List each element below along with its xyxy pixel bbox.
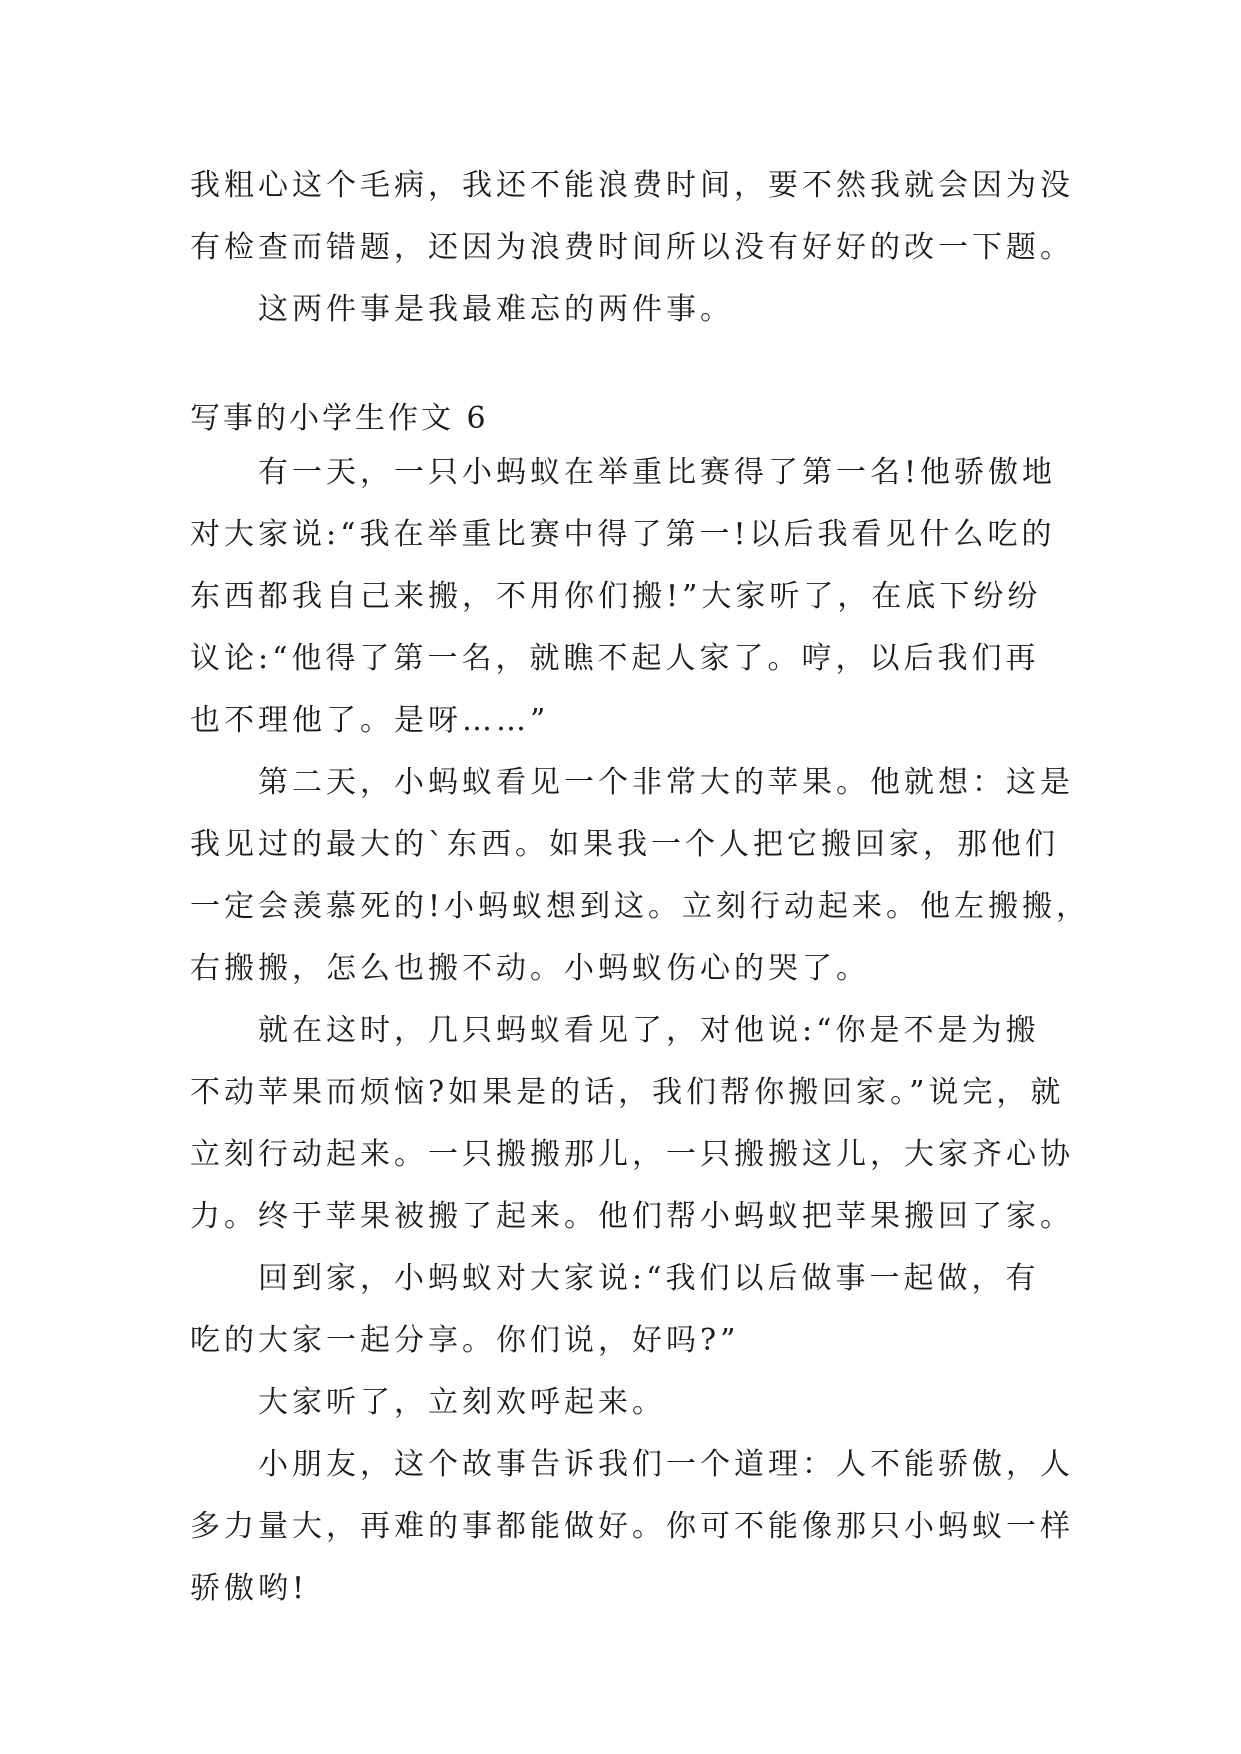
paragraph-line: 多力量大，再难的事都能做好。你可不能像那只小蚂蚁一样 — [190, 1509, 1074, 1544]
essay-title: 写事的小学生作文 6 — [190, 401, 489, 436]
paragraph-line: 我见过的最大的`东西。如果我一个人把它搬回家，那他们 — [190, 827, 1059, 862]
paragraph-line: 东西都我自己来搬，不用你们搬!”大家听了，在底下纷纷 — [190, 579, 1042, 614]
previous-essay-ending — [190, 155, 1074, 341]
paragraph-line: 大家听了，立刻欢呼起来。 — [258, 1385, 666, 1420]
paragraph-line: 有一天，一只小蚂蚁在举重比赛得了第一名!他骄傲地 — [258, 455, 1057, 490]
paragraph-line: 议论:“他得了第一名，就瞧不起人家了。哼，以后我们再 — [190, 641, 1040, 676]
paragraph-line: 这两件事是我最难忘的两件事。 — [258, 292, 734, 327]
paragraph-line: 也不理他了。是呀……” — [190, 703, 550, 738]
paragraph-line: 立刻行动起来。一只搬搬那儿，一只搬搬这儿，大家齐心协 — [190, 1137, 1074, 1172]
paragraph-line: 右搬搬，怎么也搬不动。小蚂蚁伤心的哭了。 — [190, 951, 870, 986]
paragraph-line: 力。终于苹果被搬了起来。他们帮小蚂蚁把苹果搬回了家。 — [190, 1199, 1074, 1234]
paragraph-line: 有检查而错题，还因为浪费时间所以没有好好的改一下题。 — [190, 230, 1074, 265]
paragraph-line: 对大家说:“我在举重比赛中得了第一!以后我看见什么吃的 — [190, 517, 1056, 552]
paragraph-line: 一定会羡慕死的!小蚂蚁想到这。立刻行动起来。他左搬搬， — [190, 889, 1091, 924]
paragraph-line: 回到家，小蚂蚁对大家说:“我们以后做事一起做，有 — [258, 1261, 1040, 1296]
paragraph-line: 骄傲哟! — [190, 1571, 309, 1606]
paragraph-line: 我粗心这个毛病，我还不能浪费时间，要不然我就会因为没 — [190, 168, 1074, 203]
paragraph-line: 吃的大家一起分享。你们说，好吗?” — [190, 1323, 740, 1358]
paragraph-line: 就在这时，几只蚂蚁看见了，对他说:“你是不是为搬 — [258, 1013, 1040, 1048]
essay-body — [190, 442, 1091, 1620]
paragraph-line: 第二天，小蚂蚁看见一个非常大的苹果。他就想：这是 — [258, 765, 1074, 800]
paragraph-line: 小朋友，这个故事告诉我们一个道理：人不能骄傲，人 — [258, 1447, 1074, 1482]
paragraph-line: 不动苹果而烦恼?如果是的话，我们帮你搬回家。”说完，就 — [190, 1075, 1065, 1110]
